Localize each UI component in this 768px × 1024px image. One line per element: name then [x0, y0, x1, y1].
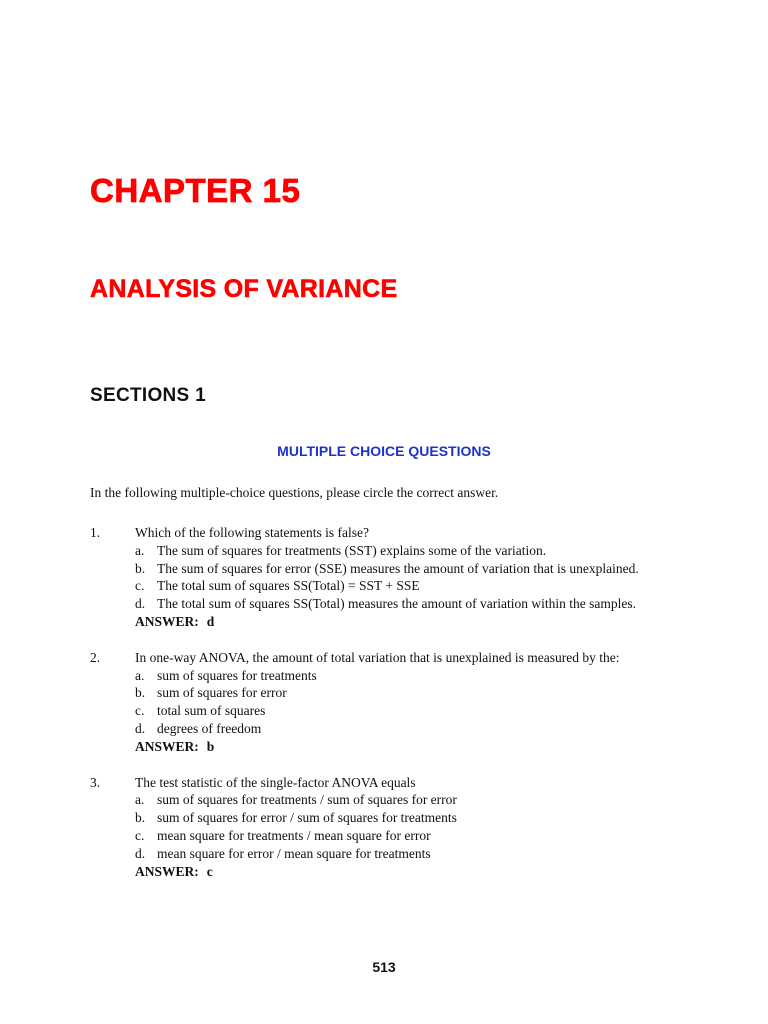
question-item [90, 524, 678, 631]
question-item [90, 774, 678, 881]
option-item [135, 845, 678, 863]
option-text: total sum of squares [157, 703, 266, 719]
option-item [135, 560, 678, 578]
option-text: sum of squares for error / sum of squares for treatments [157, 810, 457, 826]
option-text: The total sum of squares SS(Total) = SST + SSE [157, 578, 420, 594]
mcq-heading: MULTIPLE CHOICE QUESTIONS [277, 443, 491, 459]
option-item [135, 577, 678, 595]
answer-value: b [206, 738, 215, 754]
option-letter: c. [135, 827, 145, 843]
chapter-title: CHAPTER 15 [90, 172, 301, 209]
question-number: 1. [90, 525, 101, 540]
question-text: Which of the following statements is false? [135, 525, 369, 540]
option-text: The total sum of squares SS(Total) measures the amount of variation within the samples. [157, 596, 636, 612]
option-letter: a. [135, 667, 145, 683]
option-letter: d. [135, 845, 146, 861]
option-list [135, 542, 678, 613]
question-number: 3. [90, 774, 101, 790]
instructions-text: In the following multiple-choice questions, please circle the correct answer. [90, 485, 499, 500]
page-number: 513 [372, 959, 396, 975]
option-list [135, 667, 678, 738]
option-text: mean square for error / mean square for treatments [157, 845, 431, 861]
answer-value: c [206, 863, 213, 879]
option-letter: d. [135, 720, 146, 736]
question-text: The test statistic of the single-factor ANOVA equals [135, 774, 416, 790]
option-letter: a. [135, 792, 145, 808]
option-text: The sum of squares for treatments (SST) explains some of the variation. [157, 542, 547, 558]
option-letter: b. [135, 560, 146, 576]
option-letter: b. [135, 810, 146, 826]
answer-line [135, 738, 678, 756]
option-text: sum of squares for treatments / sum of squares for error [157, 792, 457, 808]
option-item [135, 684, 678, 702]
option-text: sum of squares for error [157, 685, 287, 701]
option-item [135, 595, 678, 613]
option-letter: c. [135, 578, 145, 594]
chapter-subtitle: ANALYSIS OF VARIANCE [90, 275, 398, 303]
option-item [135, 667, 678, 685]
option-item [135, 809, 678, 827]
option-letter: c. [135, 703, 145, 719]
option-text: mean square for treatments / mean square for error [157, 827, 431, 843]
answer-value: d [206, 613, 215, 629]
answer-line [135, 613, 678, 631]
answer-label: ANSWER: [135, 613, 199, 629]
option-item [135, 702, 678, 720]
option-letter: a. [135, 542, 145, 558]
option-text: sum of squares for treatments [157, 667, 317, 683]
option-text: The sum of squares for error (SSE) measures the amount of variation that is unexplained. [157, 560, 639, 576]
answer-line [135, 863, 678, 881]
option-item [135, 542, 678, 560]
option-item [135, 720, 678, 738]
question-number: 2. [90, 649, 101, 665]
question-text: In one-way ANOVA, the amount of total variation that is unexplained is measured by the: [135, 649, 620, 665]
section-heading: SECTIONS 1 [90, 385, 206, 406]
option-letter: d. [135, 596, 146, 612]
option-text: degrees of freedom [157, 720, 262, 736]
answer-label: ANSWER: [135, 863, 199, 879]
option-item [135, 827, 678, 845]
option-item [135, 791, 678, 809]
answer-label: ANSWER: [135, 738, 199, 754]
question-item [90, 649, 678, 756]
option-letter: b. [135, 685, 146, 701]
question-list [90, 524, 678, 898]
option-list [135, 791, 678, 862]
